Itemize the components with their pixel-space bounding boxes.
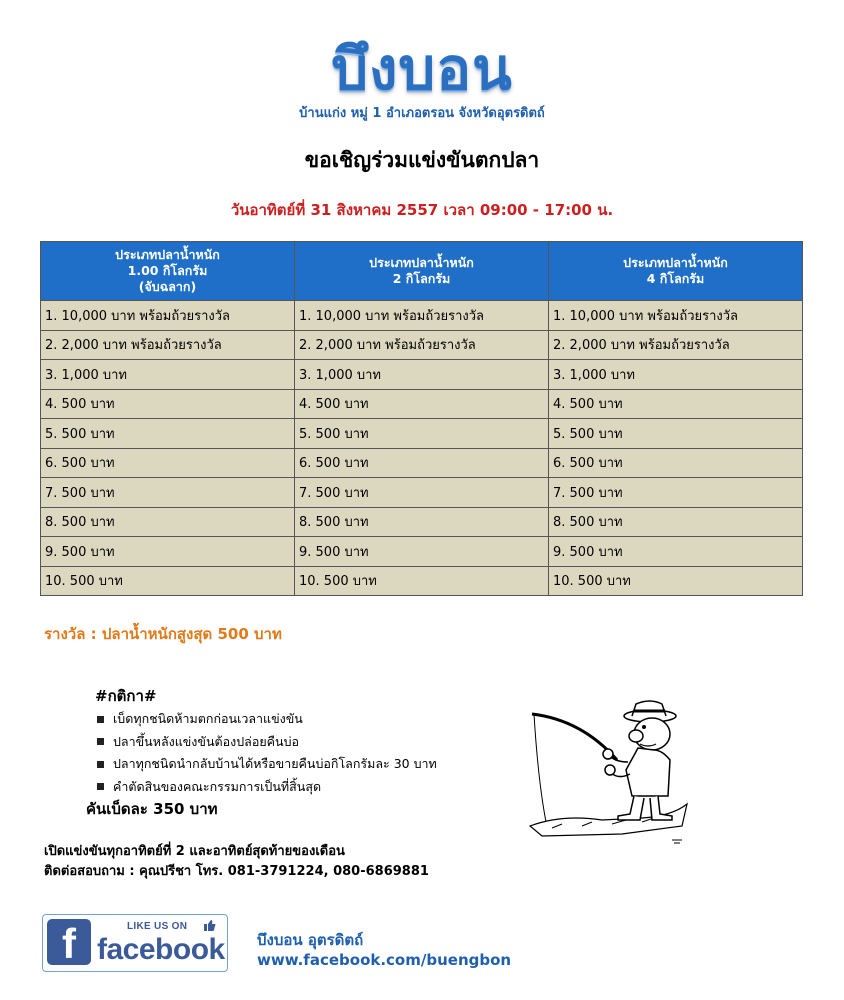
table-cell: 10. 500 บาท [295,566,549,596]
column-header-line: ประเภทปลาน้ำหนัก [115,247,220,262]
contact-text: ติดต่อสอบถาม : คุณปรีชา โทร. 081-3791224, 080-6869881 [44,864,429,879]
table-cell: 10. 500 บาท [549,566,803,596]
list-item [95,731,437,754]
square-bullet-icon [97,738,104,745]
rules-list [95,708,437,798]
invitation-heading: ขอเชิญร่วมแข่งขันตกปลา [304,148,540,172]
table-cell: 10. 500 บาท [41,566,295,596]
table-cell: 9. 500 บาท [295,537,549,567]
rule-text: คำตัดสินของคณะกรรมการเป็นที่สิ้นสุด [113,778,322,794]
table-header-row [41,242,803,301]
address-subtitle: บ้านแก่ง หมู่ 1 อำเภอตรอน จังหวัดอุตรดิตถ์ [299,106,545,121]
table-cell: 9. 500 บาท [549,537,803,567]
table-cell: 5. 500 บาท [549,419,803,449]
table-row [41,360,803,390]
table-cell: 4. 500 บาท [549,389,803,419]
table-cell: 7. 500 บาท [549,478,803,508]
facebook-page-url[interactable]: www.facebook.com/buengbon [257,951,512,969]
rule-text: ปลาขึ้นหลังแข่งขันต้องปล่อยคืนบ่อ [113,733,300,749]
schedule-text: เปิดแข่งขันทุกอาทิตย์ที่ 2 และอาทิตย์สุดท้ายของเดือน [44,844,345,859]
rules-title: #กติกา# [95,687,157,705]
table-cell: 2. 2,000 บาท พร้อมถ้วยรางวัล [295,330,549,360]
table-cell: 6. 500 บาท [41,448,295,478]
column-header-4kg [549,242,803,301]
table-row [41,330,803,360]
table-cell: 4. 500 บาท [41,389,295,419]
column-header-1kg [41,242,295,301]
table-cell: 8. 500 บาท [295,507,549,537]
table-cell: 5. 500 บาท [295,419,549,449]
list-item [95,776,437,799]
table-row [41,448,803,478]
table-cell: 5. 500 บาท [41,419,295,449]
table-row [41,507,803,537]
square-bullet-icon [97,716,104,723]
event-date: วันอาทิตย์ที่ 31 สิงหาคม 2557 เวลา 09:00 - 17:00 น. [230,201,614,219]
rule-text: ปลาทุกชนิดนำกลับบ้านได้หรือขายคืนบ่อกิโลกรัมละ 30 บาท [113,756,437,772]
table-cell: 2. 2,000 บาท พร้อมถ้วยรางวัล [41,330,295,360]
rule-text: เบ็ดทุกชนิดห้ามตกก่อนเวลาแข่งขัน [113,711,303,727]
page-title: บึงบอน [331,35,513,103]
square-bullet-icon [97,761,104,768]
table-cell: 2. 2,000 บาท พร้อมถ้วยรางวัล [549,330,803,360]
square-bullet-icon [97,783,104,790]
prize-table [40,241,803,596]
table-cell: 8. 500 บาท [549,507,803,537]
table-cell: 7. 500 บาท [295,478,549,508]
list-item [95,753,437,776]
rod-fee: คันเบ็ดละ 350 บาท [86,800,218,818]
column-header-line: 2 กิโลกรัม [392,271,451,286]
table-cell: 1. 10,000 บาท พร้อมถ้วยรางวัล [41,301,295,331]
column-header-line: 1.00 กิโลกรัม [127,263,208,278]
column-header-line: 4 กิโลกรัม [646,271,705,286]
table-cell: 6. 500 บาท [549,448,803,478]
table-cell: 4. 500 บาท [295,389,549,419]
table-cell: 8. 500 บาท [41,507,295,537]
fisherman-cartoon [522,700,697,855]
table-cell: 6. 500 บาท [295,448,549,478]
column-header-line: (จับฉลาก) [138,279,197,294]
max-weight-prize-note: รางวัล : ปลาน้ำหนักสูงสุด 500 บาท [44,625,282,643]
table-cell: 9. 500 บาท [41,537,295,567]
table-cell: 1. 10,000 บาท พร้อมถ้วยรางวัล [295,301,549,331]
column-header-2kg [295,242,549,301]
facebook-page-name: บึงบอน อุตรดิตถ์ [257,931,364,949]
like-us-on-label: LIKE US ON [127,921,188,932]
table-row [41,301,803,331]
table-row [41,419,803,449]
table-cell: 1. 10,000 บาท พร้อมถ้วยรางวัล [549,301,803,331]
table-cell: 3. 1,000 บาท [549,360,803,390]
table-row [41,389,803,419]
list-item [95,708,437,731]
facebook-badge[interactable] [42,914,228,972]
table-cell: 3. 1,000 บาท [41,360,295,390]
column-header-line: ประเภทปลาน้ำหนัก [623,255,728,270]
thumbs-up-icon [204,920,216,931]
table-cell: 3. 1,000 บาท [295,360,549,390]
table-cell: 7. 500 บาท [41,478,295,508]
table-row [41,537,803,567]
table-row [41,478,803,508]
column-header-line: ประเภทปลาน้ำหนัก [369,255,474,270]
facebook-logo-icon: f [47,919,91,965]
facebook-wordmark: facebook [97,933,225,966]
table-row [41,566,803,596]
